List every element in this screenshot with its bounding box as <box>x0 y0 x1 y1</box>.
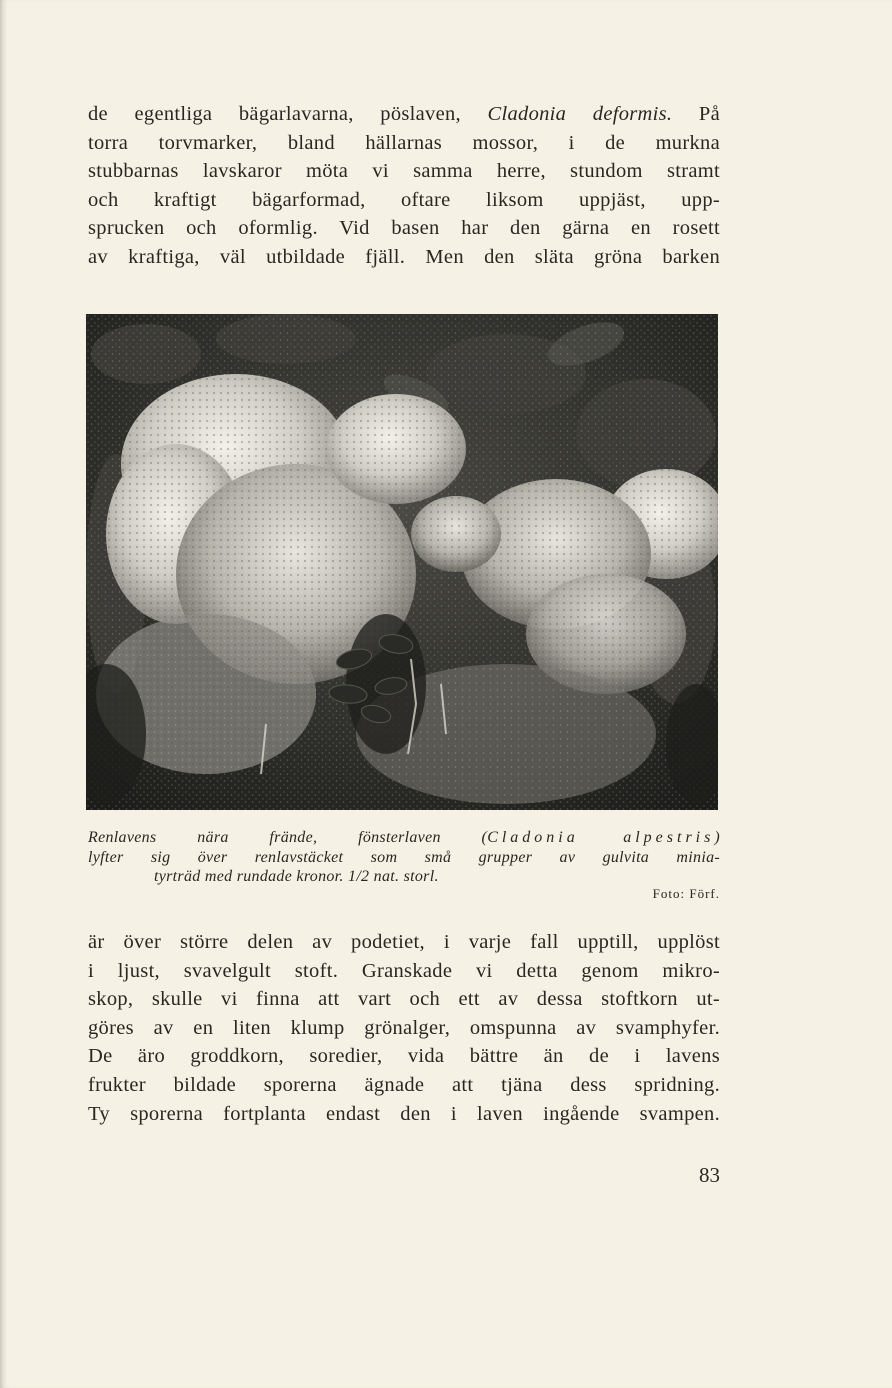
page-number: 83 <box>699 1163 720 1187</box>
text-line: Ty sporerna fortplanta endast den i laven ingående svampen. <box>88 1102 720 1125</box>
photo-illustration <box>86 314 718 810</box>
text-line: av kraftiga, väl utbildade fjäll. Men den släta gröna barken <box>88 245 720 268</box>
text-line: är över större delen av podetiet, i varje fall upptill, upplöst <box>88 931 720 953</box>
caption-line: tyrträd med rundade kronor. 1/2 nat. storl. <box>154 868 439 885</box>
text-line: De äro groddkorn, soredier, vida bättre än de i lavens <box>88 1045 720 1068</box>
text-line: skop, skulle vi finna att vart och ett av dessa stoftkorn ut- <box>88 988 720 1011</box>
text-line: i ljust, svavelgult stoft. Granskade vi detta genom mikro- <box>88 959 720 982</box>
lichen-photograph <box>86 314 718 810</box>
species-name: Cladonia alpestris <box>487 829 715 846</box>
caption-line: Renlavens nära frände, fönsterlaven (Cladonia alpestris) <box>88 829 720 846</box>
text-line: frukter bildade sporerna ägnade att tjäna dess spridning. <box>88 1073 720 1096</box>
text-line: och kraftigt bägarformad, oftare liksom uppjäst, upp- <box>88 188 720 211</box>
text-line: de egentliga bägarlavarna, pöslaven, Cladonia deformis. På <box>88 103 721 125</box>
paragraph-bottom <box>88 928 720 1128</box>
caption-line: lyfter sig över renlavstäcket som små grupper av gulvita minia- <box>88 848 720 866</box>
figure-caption <box>88 828 720 887</box>
photo-credit: Foto: Förf. <box>652 886 720 901</box>
text-line: torra torvmarker, bland hällarnas mossor, i de murkna <box>88 131 720 154</box>
text-line: sprucken och oformlig. Vid basen har den gärna en rosett <box>88 217 720 240</box>
text-line: stubbarnas lavskaror möta vi samma herre, stundom stramt <box>88 160 720 183</box>
paragraph-top <box>88 100 720 272</box>
text-line: göres av en liten klump grönalger, omspunna av svamphyfer. <box>88 1016 720 1039</box>
